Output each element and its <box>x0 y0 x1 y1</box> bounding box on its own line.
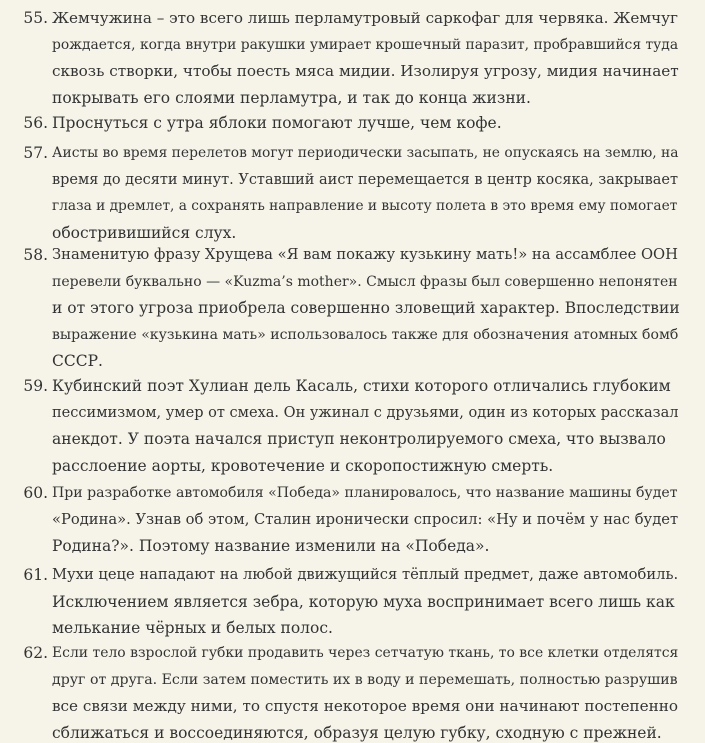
text-line: Знаменитую фразу Хрущева «Я вам покажу кузькину мать!» на ассамблее ООН <box>52 246 678 263</box>
text-line: Мухи цеце нападают на любой движущийся тёплый предмет, даже автомобиль. <box>52 566 679 583</box>
item-number: 61. <box>23 566 48 584</box>
text-line: время до десяти минут. Уставший аист перемещается в центр косяка, закрывает <box>52 171 678 188</box>
item-number: 57. <box>23 144 48 162</box>
item-number: 62. <box>23 644 48 662</box>
text-line: Аисты во время перелетов могут периодически засыпать, не опускаясь на землю, на <box>52 145 679 161</box>
text-line: выражение «кузькина мать» использовалось также для обозначения атомных бомб <box>52 326 679 343</box>
item-text <box>52 242 685 375</box>
text-line: Родина?». Поэтому название изменили на «Победа». <box>52 537 490 555</box>
item-number: 56. <box>23 114 48 132</box>
item-text <box>52 373 685 479</box>
item-text <box>52 140 685 246</box>
item-number: 60. <box>23 484 48 502</box>
item-text <box>52 110 685 137</box>
item-text <box>52 5 685 111</box>
text-line: расслоение аорты, кровотечение и скоропостижную смерть. <box>52 456 554 475</box>
text-line: рождается, когда внутри ракушки умирает крошечный паразит, пробравшийся туда <box>52 36 679 53</box>
text-line: глаза и дремлет, а сохранять направление и высоту полета в это время ему помогает <box>52 198 678 214</box>
text-line: пессимизмом, умер от смеха. Он ужинал с друзьями, один из которых рассказал <box>52 404 679 421</box>
text-line: сближаться и воссоединяются, образуя целую губку, сходную с прежней. <box>52 723 662 742</box>
item-text <box>52 480 685 560</box>
text-line: друг от друга. Если затем поместить их в воду и перемешать, полностью разрушив <box>52 671 678 688</box>
item-number: 58. <box>23 246 48 264</box>
item-text <box>52 640 685 743</box>
item-number: 59. <box>23 377 48 395</box>
text-line: перевели буквально — «Kuzma’s mother». Смысл фразы был совершенно непонятен <box>52 273 678 290</box>
text-line: покрывать его слоями перламутра, и так до конца жизни. <box>52 88 531 107</box>
text-line: Проснуться с утра яблоки помогают лучше, чем кофе. <box>52 114 502 132</box>
text-line: Если тело взрослой губки продавить через сетчатую ткань, то все клетки отделятся <box>52 645 679 661</box>
text-line: Кубинский поэт Хулиан дель Касаль, стихи которого отличались глубоким <box>52 377 671 395</box>
item-number: 55. <box>23 9 48 27</box>
text-line: и от этого угроза приобрела совершенно зловещий характер. Впоследствии <box>52 299 680 317</box>
text-line: мелькание чёрных и белых полос. <box>52 619 333 637</box>
text-line: анекдот. У поэта начался приступ неконтролируемого смеха, что вызвало <box>52 430 666 448</box>
text-line: Жемчужина – это всего лишь перламутровый саркофаг для червяка. Жемчуг <box>52 9 678 27</box>
text-line: сквозь створки, чтобы поесть мяса мидии. Изолируя угрозу, мидия начинает <box>52 62 679 80</box>
text-line: все связи между ними, то спустя некоторое время они начинают постепенно <box>52 697 679 715</box>
text-line: Исключением является зебра, которую муха воспринимает всего лишь как <box>52 592 675 611</box>
text-line: «Родина». Узнав об этом, Сталин иронически спросил: «Ну и почём у нас будет <box>52 510 679 528</box>
text-line: СССР. <box>52 352 103 370</box>
item-text <box>52 562 685 642</box>
text-line: При разработке автомобиля «Победа» планировалось, что название машины будет <box>52 485 678 501</box>
text-line: обостривишийся слух. <box>52 223 237 242</box>
